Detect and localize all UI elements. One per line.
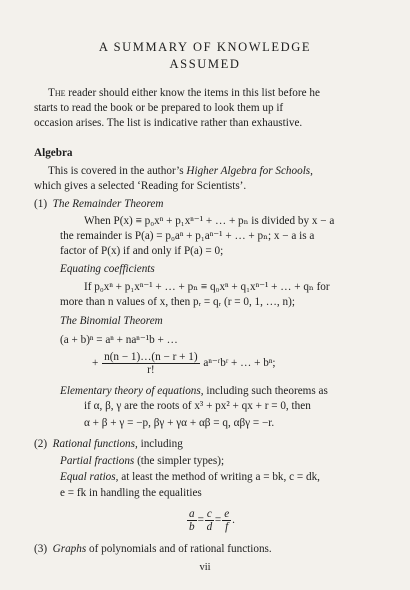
intro-line-1 [48,86,320,100]
equations-theory-line-2: if α, β, γ are the roots of x³ + px² + qx + r = 0, then [84,400,311,412]
partial-fractions-line [60,454,224,468]
item-2-heading-rest: including [137,438,183,450]
intro-line-2: starts to read the book or be prepared to look them up if [34,102,284,114]
binomial-plus: + [92,357,99,370]
item-2-number: (2) [34,438,48,450]
equating-coefficients-heading: Equating coefficients [60,263,155,275]
item-3-heading: Graphs [52,543,87,555]
equations-theory-line-3: α + β + γ = −p, βγ + γα + αβ = q, αβγ = −r. [84,417,275,429]
item-3-number: (3) [34,543,48,555]
page-title-line-1: A SUMMARY OF KNOWLEDGE [98,40,312,54]
algebra-intro-text: This is covered in the author’s [48,165,187,177]
ratio-period: . [232,514,235,527]
item-1-line-3: factor of P(x) if and only if P(a) = 0; [60,245,224,257]
ratio-denominator: b [189,521,195,533]
ratio-numerator: e [224,508,230,520]
equal-ratios-line-2: e = fk in handling the equalities [60,487,202,499]
item-2-header [34,437,183,451]
equal-ratios-equation [186,508,235,533]
binomial-theorem-heading: The Binomial Theorem [60,315,163,327]
item-1-line-2: the remainder is P(a) = p₀aⁿ + p₁aⁿ⁻¹ + … + pₙ; x − a is a [60,230,315,242]
item-3-line [34,542,272,556]
ratio-fraction [205,508,214,533]
algebra-intro-line-1 [48,164,313,178]
binomial-numerator: n(n − 1)…(n − r + 1) [104,351,198,363]
intro-line-3: occasion arises. The list is indicative rather than exhaustive. [34,117,303,129]
ratio-fraction [222,508,231,533]
binomial-coefficient-fraction [102,351,200,376]
item-1-heading: The Remainder Theorem [52,198,164,210]
item-3-text: of polynomials and of rational functions. [86,543,272,555]
ratio-numerator: c [206,508,212,520]
item-2-heading: Rational functions, [52,438,138,450]
item-1-header [34,197,163,211]
partial-fractions-text: (the simpler types); [134,455,225,467]
ratio-denominator: f [225,521,229,533]
ratio-denominator: d [206,521,213,533]
binomial-denominator: r! [147,364,155,376]
ratio-fraction [187,508,197,533]
binomial-line-1: (a + b)ⁿ = aⁿ + naⁿ⁻¹b + … [60,334,178,346]
book-title: Higher Algebra for Schools, [186,165,313,177]
ratio-equals: = [197,514,204,527]
ratio-numerator: a [189,508,195,520]
equal-ratios-text: at least the method of writing a = bk, c = dk, [118,471,320,483]
equating-coefficients-line-2: more than n values of x, then pᵣ = qᵣ (r = 0, 1, …, n); [60,296,295,308]
equating-coefficients-line-1: If p₀xⁿ + p₁xⁿ⁻¹ + … + pₙ ≡ q₀xⁿ + q₁xⁿ⁻¹ + … + qₙ for [84,281,330,293]
item-1-number: (1) [34,198,48,210]
ratio-equals: = [214,514,222,527]
page-title-line-2: ASSUMED [169,57,241,71]
section-heading: Algebra [34,147,73,159]
intro-line-1-text: reader should either know the items in this list before he [65,87,320,99]
item-1-line-1: When P(x) ≡ p₀xⁿ + p₁xⁿ⁻¹ + … + pₙ is divided by x − a [84,215,335,227]
equal-ratios-heading: Equal ratios, [60,471,119,483]
binomial-tail: aⁿ⁻ʳbʳ + … + bⁿ; [203,357,276,370]
equations-theory-heading: Elementary theory of equations, [60,385,204,397]
algebra-intro-line-2: which gives a selected ‘Reading for Scientists’. [34,180,247,192]
equations-theory-line-1 [60,384,328,398]
binomial-line-2 [92,351,275,376]
equations-theory-text: including such theorems as [203,385,328,397]
intro-first-word: The [48,87,66,99]
page-number: vii [199,562,211,573]
partial-fractions-heading: Partial fractions [60,455,135,467]
equal-ratios-line-1 [60,470,320,484]
